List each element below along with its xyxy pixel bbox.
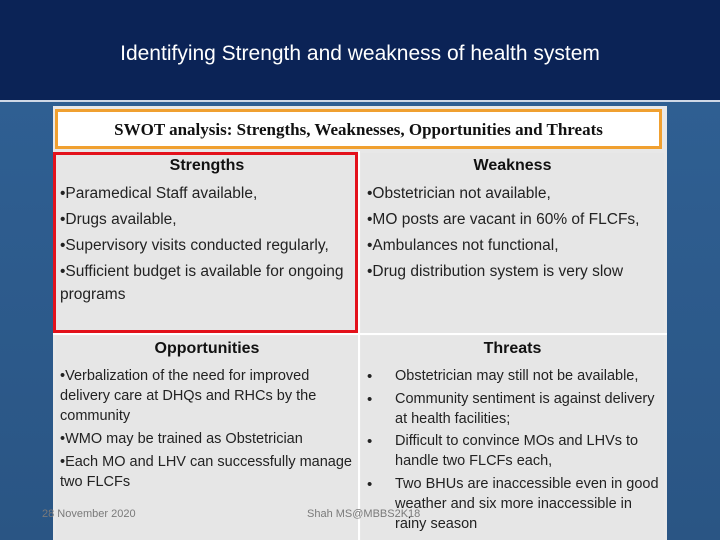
threat-item: weather and six more inaccessible in — [395, 496, 632, 512]
strength-item: •Drugs available, — [60, 211, 177, 228]
weakness-item: •MO posts are vacant in 60% of FLCFs, — [367, 211, 640, 228]
footer-date: 28 November 2020 — [42, 508, 136, 520]
weakness-item: •Ambulances not functional, — [367, 237, 559, 254]
threat-item: at health facilities; — [395, 411, 511, 427]
strengths-heading: Strengths — [169, 157, 245, 174]
opportunity-item: •WMO may be trained as Obstetrician — [60, 431, 303, 447]
strength-item: •Paramedical Staff available, — [60, 185, 258, 202]
opportunity-item: community — [60, 408, 131, 424]
threats-heading: Threats — [483, 340, 542, 357]
weakness-quadrant — [361, 153, 664, 333]
threat-bullet: • — [367, 368, 373, 385]
threat-item: Two BHUs are inaccessible even in good — [395, 476, 659, 492]
threat-item: handle two FLCFs each, — [395, 453, 553, 469]
strength-item: •Supervisory visits conducted regularly, — [60, 237, 329, 254]
opportunity-item: two FLCFs — [60, 474, 131, 490]
opportunity-item: delivery care at DHQs and RHCs by the — [60, 388, 317, 404]
threat-bullet: • — [367, 391, 373, 408]
weakness-heading: Weakness — [473, 157, 552, 174]
threat-item: Community sentiment is against delivery — [395, 391, 655, 407]
weakness-item: •Obstetrician not available, — [367, 185, 551, 202]
swot-banner — [55, 109, 662, 149]
opportunities-heading: Opportunities — [154, 340, 260, 357]
threat-item: Difficult to convince MOs and LHVs to — [395, 433, 639, 449]
weakness-item: •Drug distribution system is very slow — [367, 263, 624, 280]
threat-bullet: • — [367, 433, 373, 450]
opportunity-item: •Each MO and LHV can successfully manage — [60, 454, 352, 470]
footer-author: Shah MS@MBBS2K18 — [307, 508, 421, 520]
opportunity-item: •Verbalization of the need for improved — [60, 368, 310, 384]
quadrant-divider-horizontal — [53, 333, 667, 335]
quadrant-divider-vertical — [358, 151, 360, 540]
strength-item: programs — [60, 286, 126, 303]
threat-item: rainy season — [395, 516, 478, 532]
swot-title: SWOT analysis: Strengths, Weaknesses, Opportunities and Threats — [114, 120, 603, 139]
threat-item: Obstetrician may still not be available, — [395, 368, 639, 384]
strength-item: •Sufficient budget is available for ongoing — [60, 263, 344, 280]
strengths-highlight-box — [53, 152, 358, 333]
slide-title: Identifying Strength and weakness of health system — [120, 42, 600, 65]
slide-header — [0, 0, 720, 102]
threat-bullet: • — [367, 476, 373, 493]
